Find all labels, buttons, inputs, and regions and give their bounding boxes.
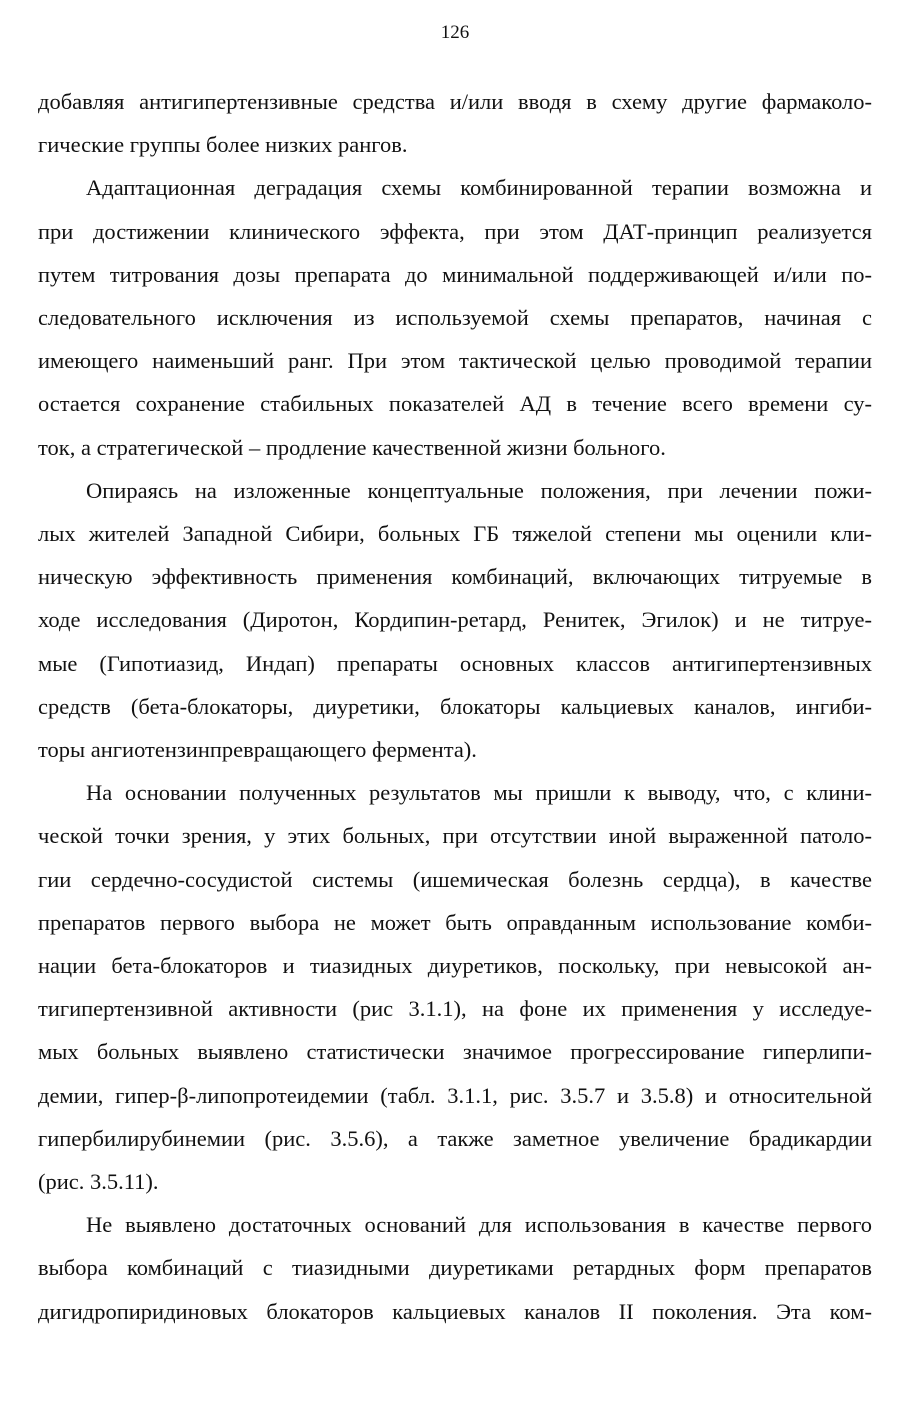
paragraph-3	[38, 469, 872, 771]
text-line: На основании полученных результатов мы пришли к выводу, что, с клини-	[86, 780, 872, 806]
text-line: лых жителей Западной Сибири, больных ГБ тяжелой степени мы оценили кли-	[38, 521, 872, 547]
text-line: Опираясь на изложенные концептуальные положения, при лечении пожи-	[86, 477, 872, 503]
text-line: ническую эффективность применения комбинаций, включающих титруемые в	[38, 564, 872, 590]
text-line: демии, гипер-β-липопротеидемии (табл. 3.1.1, рис. 3.5.7 и 3.5.8) и относительной	[38, 1082, 872, 1108]
text-line: ческой точки зрения, у этих больных, при отсутствии иной выраженной патоло-	[38, 823, 872, 849]
text-line: гические группы более низких рангов.	[38, 132, 408, 158]
text-line: Адаптационная деградация схемы комбинированной терапии возможна и	[86, 175, 872, 201]
text-line: мые (Гипотиазид, Индап) препараты основных классов антигипертензивных	[38, 650, 872, 676]
text-line: ток, а стратегической – продление качественной жизни больного.	[38, 434, 666, 460]
text-line: нации бета-блокаторов и тиазидных диуретиков, поскольку, при невысокой ан-	[38, 953, 872, 979]
page-number: 126	[440, 22, 470, 43]
text-line: препаратов первого выбора не может быть оправданным использование комби-	[38, 909, 872, 935]
text-line: гии сердечно-сосудистой системы (ишемическая болезнь сердца), в качестве	[38, 866, 872, 892]
paragraph-1	[38, 80, 872, 166]
text-line: гипербилирубинемии (рис. 3.5.6), а также заметное увеличение брадикардии	[38, 1125, 872, 1151]
text-line: Не выявлено достаточных оснований для использования в качестве первого	[86, 1212, 872, 1238]
text-line: добавляя антигипертензивные средства и/или вводя в схему другие фармаколо-	[38, 89, 872, 114]
text-line: средств (бета-блокаторы, диуретики, блокаторы кальциевых каналов, ингиби-	[38, 693, 872, 719]
paragraph-4	[38, 771, 872, 1203]
text-line: тигипертензивной активности (рис 3.1.1), на фоне их применения у исследуе-	[38, 996, 872, 1022]
text-line: (рис. 3.5.11).	[38, 1169, 159, 1195]
text-line: следовательного исключения из используемой схемы препаратов, начиная с	[38, 305, 872, 331]
text-line: имеющего наименьший ранг. При этом тактической целью проводимой терапии	[38, 348, 872, 374]
body-text	[38, 80, 872, 1333]
paragraph-2	[38, 166, 872, 468]
text-line: при достижении клинического эффекта, при этом ДАТ-принцип реализуется	[38, 218, 872, 244]
text-line: торы ангиотензинпревращающего фермента).	[38, 737, 477, 763]
paragraph-5	[38, 1203, 872, 1333]
text-line: ходе исследования (Диротон, Кордипин-ретард, Ренитек, Эгилок) и не титруе-	[38, 607, 872, 633]
text-line: остается сохранение стабильных показателей АД в течение всего времени су-	[38, 391, 872, 417]
text-line: выбора комбинаций с тиазидными диуретиками ретардных форм препаратов	[38, 1255, 872, 1281]
text-line: мых больных выявлено статистически значимое прогрессирование гиперлипи-	[38, 1039, 872, 1065]
text-line: путем титрования дозы препарата до минимальной поддерживающей и/или по-	[38, 261, 872, 287]
text-line: дигидропиридиновых блокаторов кальциевых каналов II поколения. Эта ком-	[38, 1298, 872, 1324]
